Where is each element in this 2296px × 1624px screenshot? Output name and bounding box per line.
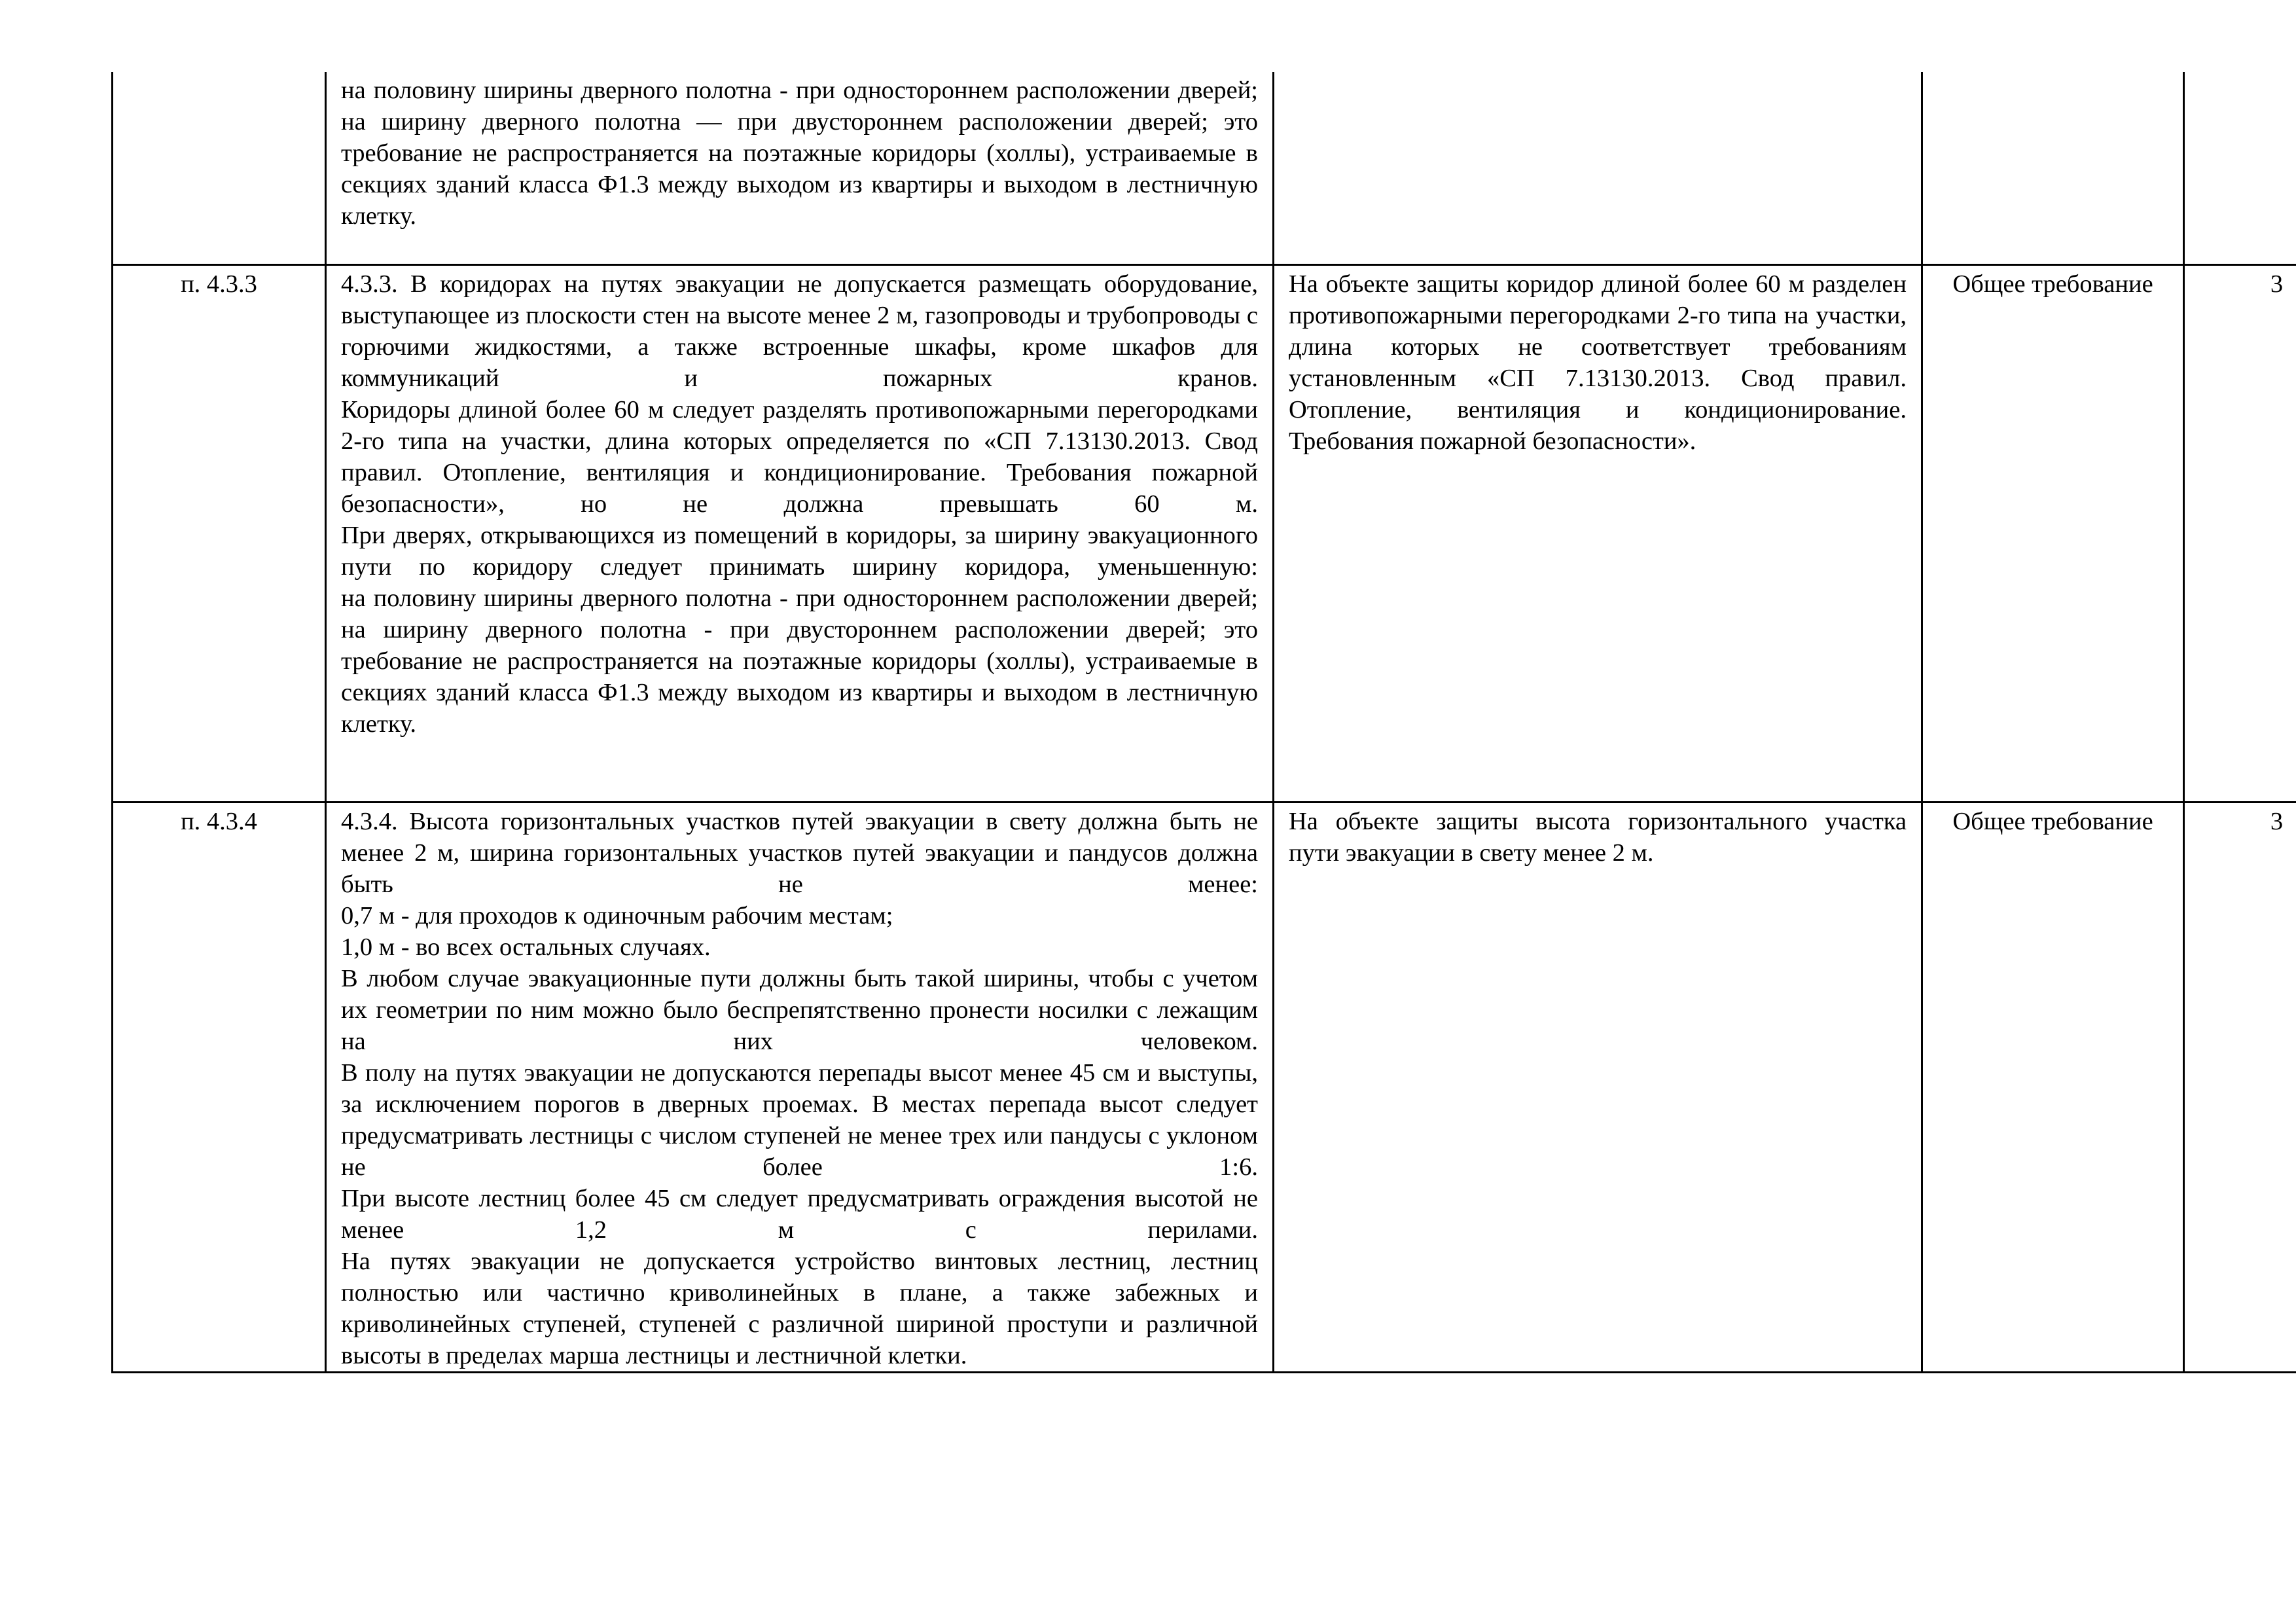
- violation-cell: [1274, 264, 1922, 802]
- violation-cell: [1274, 72, 1922, 264]
- requirement-paragraph: 1,0 м - во всех остальных случаях.: [341, 933, 711, 961]
- clause-cell: п. 4.3.3: [113, 264, 326, 802]
- requirement-paragraph: 4.3.3. В коридорах на путях эвакуации не допускается размещать оборудование, выступающее из плоскости стен на высоте менее 2 м, газопроводы и трубопроводы с горючими жидкостями, а также встроенные шкафы, кроме шкафов для коммуникаций и пожарных кранов.: [341, 270, 1258, 392]
- requirement-paragraph: на половину ширины дверного полотна - при одностороннем расположении дверей;: [341, 77, 1258, 104]
- requirement-paragraph: При дверях, открывающихся из помещений в коридоры, за ширину эвакуационного пути по коридору следует принимать ширину коридора, уменьшенную:: [341, 521, 1258, 581]
- category-cell: Общее требование: [1922, 264, 2184, 802]
- requirement-paragraph: В любом случае эвакуационные пути должны быть такой ширины, чтобы с учетом их геометрии по ним можно было беспрепятственно пронести носилки с лежащим на них человеком.: [341, 964, 1258, 1055]
- requirement-paragraph: Коридоры длиной более 60 м следует разделять противопожарными перегородками 2-го типа на участки, длина которых определяется по «СП 7.13130.2013. Свод правил. Отопление, вентиляция и кондиционирование. Требования пожарной безопасности», но не должна превышать 60 м.: [341, 395, 1258, 518]
- score-cell: [2184, 72, 2296, 264]
- table-row: [113, 802, 2296, 1372]
- table-row: [113, 72, 2296, 264]
- requirement-paragraph: В полу на путях эвакуации не допускаются перепады высот менее 45 см и выступы, за исключением порогов в дверных проемах. В местах перепада высот следует предусматривать лестницы с числом ступеней не менее трех или пандусы с уклоном не более 1:6.: [341, 1058, 1258, 1181]
- violation-cell: [1274, 802, 1922, 1372]
- requirement-paragraph: 4.3.4. Высота горизонтальных участков путей эвакуации в свету должна быть не менее 2 м, ширина горизонтальных участков путей эвакуации и пандусов должна быть не менее:: [341, 807, 1258, 898]
- requirement-paragraph: на ширину дверного полотна - при двустороннем расположении дверей; это требование не распространяется на поэтажные коридоры (холлы), устраиваемые в секциях зданий класса Ф1.3 между выходом из квартиры и выходом в лестничную клетку.: [341, 615, 1258, 738]
- score-cell: 3: [2184, 264, 2296, 802]
- violation-text: На объекте защиты высота горизонтального участка пути эвакуации в свету менее 2 м.: [1289, 807, 1907, 867]
- requirement-cell: [326, 264, 1274, 802]
- requirement-cell: [326, 72, 1274, 264]
- violation-text: На объекте защиты коридор длиной более 60 м разделен противопожарными перегородками 2-го типа на участки, длина которых не соответствует требованиям установленным «СП 7.13130.2013. Свод правил. Отопление, вентиляция и кондиционирование. Требования пожарной безопасности».: [1289, 270, 1907, 455]
- category-cell: Общее требование: [1922, 802, 2184, 1372]
- requirement-paragraph: На путях эвакуации не допускается устройство винтовых лестниц, лестниц полностью или частично криволинейных в плане, а также забежных и криволинейных ступеней, ступеней с различной шириной проступи и различной высоты в пределах марша лестницы и лестничной клетки.: [341, 1247, 1258, 1369]
- requirement-cell: [326, 802, 1274, 1372]
- table-row: [113, 264, 2296, 802]
- requirement-paragraph: 0,7 м - для проходов к одиночным рабочим местам;: [341, 901, 893, 929]
- requirement-paragraph: на половину ширины дверного полотна - при одностороннем расположении дверей;: [341, 584, 1258, 612]
- score-cell: 3: [2184, 802, 2296, 1372]
- requirement-paragraph: на ширину дверного полотна — при двустороннем расположении дверей; это требование не распространяется на поэтажные коридоры (холлы), устраиваемые в секциях зданий класса Ф1.3 между выходом из квартиры и выходом в лестничную клетку.: [341, 108, 1258, 230]
- clause-cell: [113, 72, 326, 264]
- requirements-table: [111, 72, 2296, 1373]
- category-cell: [1922, 72, 2184, 264]
- requirement-paragraph: При высоте лестниц более 45 см следует предусматривать ограждения высотой не менее 1,2 м с перилами.: [341, 1184, 1258, 1244]
- clause-cell: п. 4.3.4: [113, 802, 326, 1372]
